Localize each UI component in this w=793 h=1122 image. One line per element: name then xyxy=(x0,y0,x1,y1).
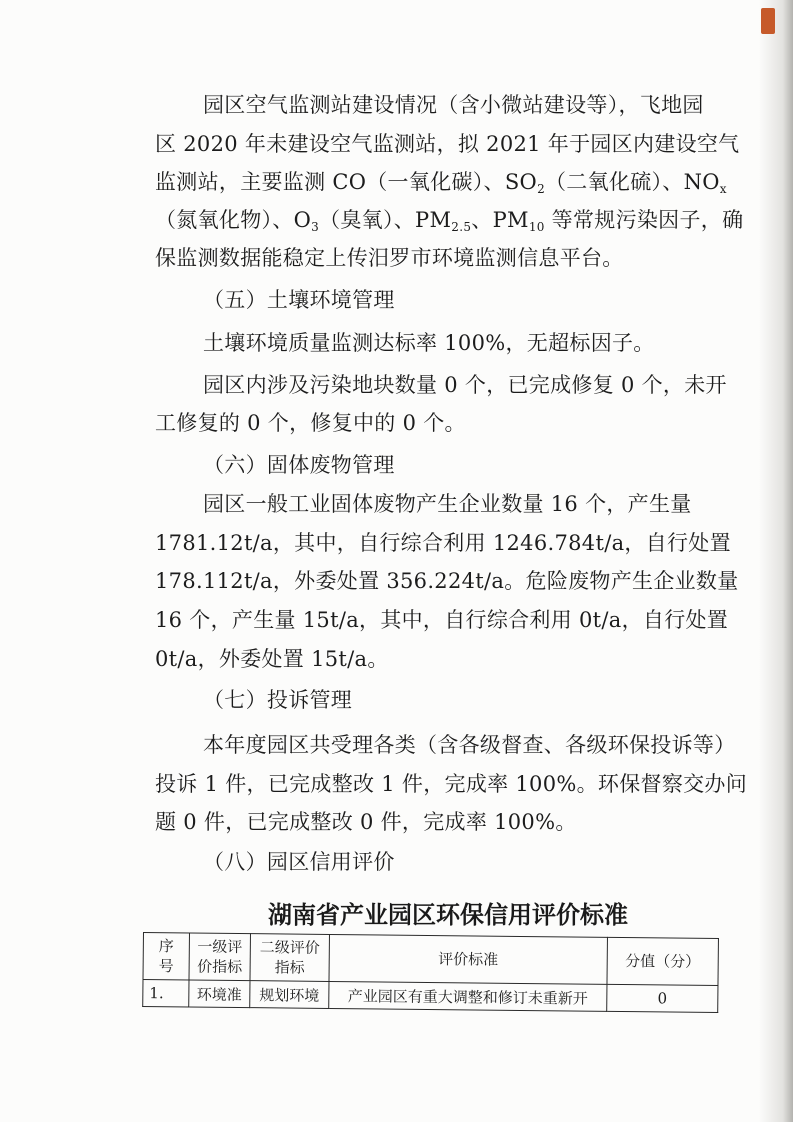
cell-seq: 1. xyxy=(143,980,189,1007)
paragraph-line: 园区空气监测站建设情况（含小微站建设等），飞地园 xyxy=(203,93,704,117)
paragraph-line: 投诉 1 件，已完成整改 1 件，完成率 100%。环保督察交办问 xyxy=(155,772,748,796)
paragraph-line: 园区内涉及污染地块数量 0 个，已完成修复 0 个，未开 xyxy=(203,373,727,397)
paragraph-line: 178.112t/a，外委处置 356.224t/a。危险废物产生企业数量 xyxy=(155,569,739,593)
header-level2: 二级评价 指标 xyxy=(250,934,329,982)
corner-tab-mark xyxy=(761,8,775,34)
section-heading-credit: （八）园区信用评价 xyxy=(203,850,395,874)
paragraph-line: 园区一般工业固体废物产生企业数量 16 个，产生量 xyxy=(203,492,692,516)
cell-level2: 规划环境 xyxy=(250,981,329,1009)
header-score: 分值（分） xyxy=(607,937,718,985)
paragraph-line: 本年度园区共受理各类（含各级督查、各级环保投诉等） xyxy=(203,733,736,757)
header-seq: 序 号 xyxy=(143,933,189,980)
paragraph-line: 题 0 件，已完成整改 0 件，完成率 100%。 xyxy=(155,810,577,834)
paragraph-line: （氮氧化物）、$O_3$（臭氧）、$PM_{2.5}$、$PM_{10}$ 等常规污染因子，确 xyxy=(155,208,744,234)
paragraph-line: 区 2020 年未建设空气监测站，拟 2021 年于园区内建设空气 xyxy=(155,132,740,156)
section-heading-solid-waste: （六）固体废物管理 xyxy=(203,453,395,477)
header-level1: 一级评 价指标 xyxy=(189,933,250,981)
table-header-row xyxy=(143,933,718,986)
cell-level1: 环境准 xyxy=(189,980,250,1008)
header-criteria: 评价标准 xyxy=(329,934,607,984)
section-heading-complaints: （七）投诉管理 xyxy=(203,688,353,712)
paragraph-line: 1781.12t/a，其中，自行综合利用 1246.784t/a，自行处置 xyxy=(155,531,731,555)
paragraph-line: 土壤环境质量监测达标率 100%，无超标因子。 xyxy=(203,331,655,355)
cell-criteria: 产业园区有重大调整和修订未重新开 xyxy=(329,981,607,1011)
table-row xyxy=(143,980,718,1013)
credit-standard-table xyxy=(142,932,719,1013)
paragraph-line: 监测站，主要监测 CO（一氧化碳）、$SO_2$（二氧化硫）、$NO_x$ xyxy=(155,170,727,196)
paragraph-line: 保监测数据能稳定上传汨罗市环境监测信息平台。 xyxy=(155,246,624,270)
table-title: 湖南省产业园区环保信用评价标准 xyxy=(268,901,628,929)
paragraph-line: 0t/a，外委处置 15t/a。 xyxy=(155,647,389,671)
paragraph-line: 工修复的 0 个，修复中的 0 个。 xyxy=(155,411,466,435)
cell-score: 0 xyxy=(607,984,718,1012)
page-edge-shadow xyxy=(759,0,793,1122)
section-heading-soil: （五）土壤环境管理 xyxy=(203,288,395,312)
paragraph-line: 16 个，产生量 15t/a，其中，自行综合利用 0t/a，自行处置 xyxy=(155,608,729,632)
